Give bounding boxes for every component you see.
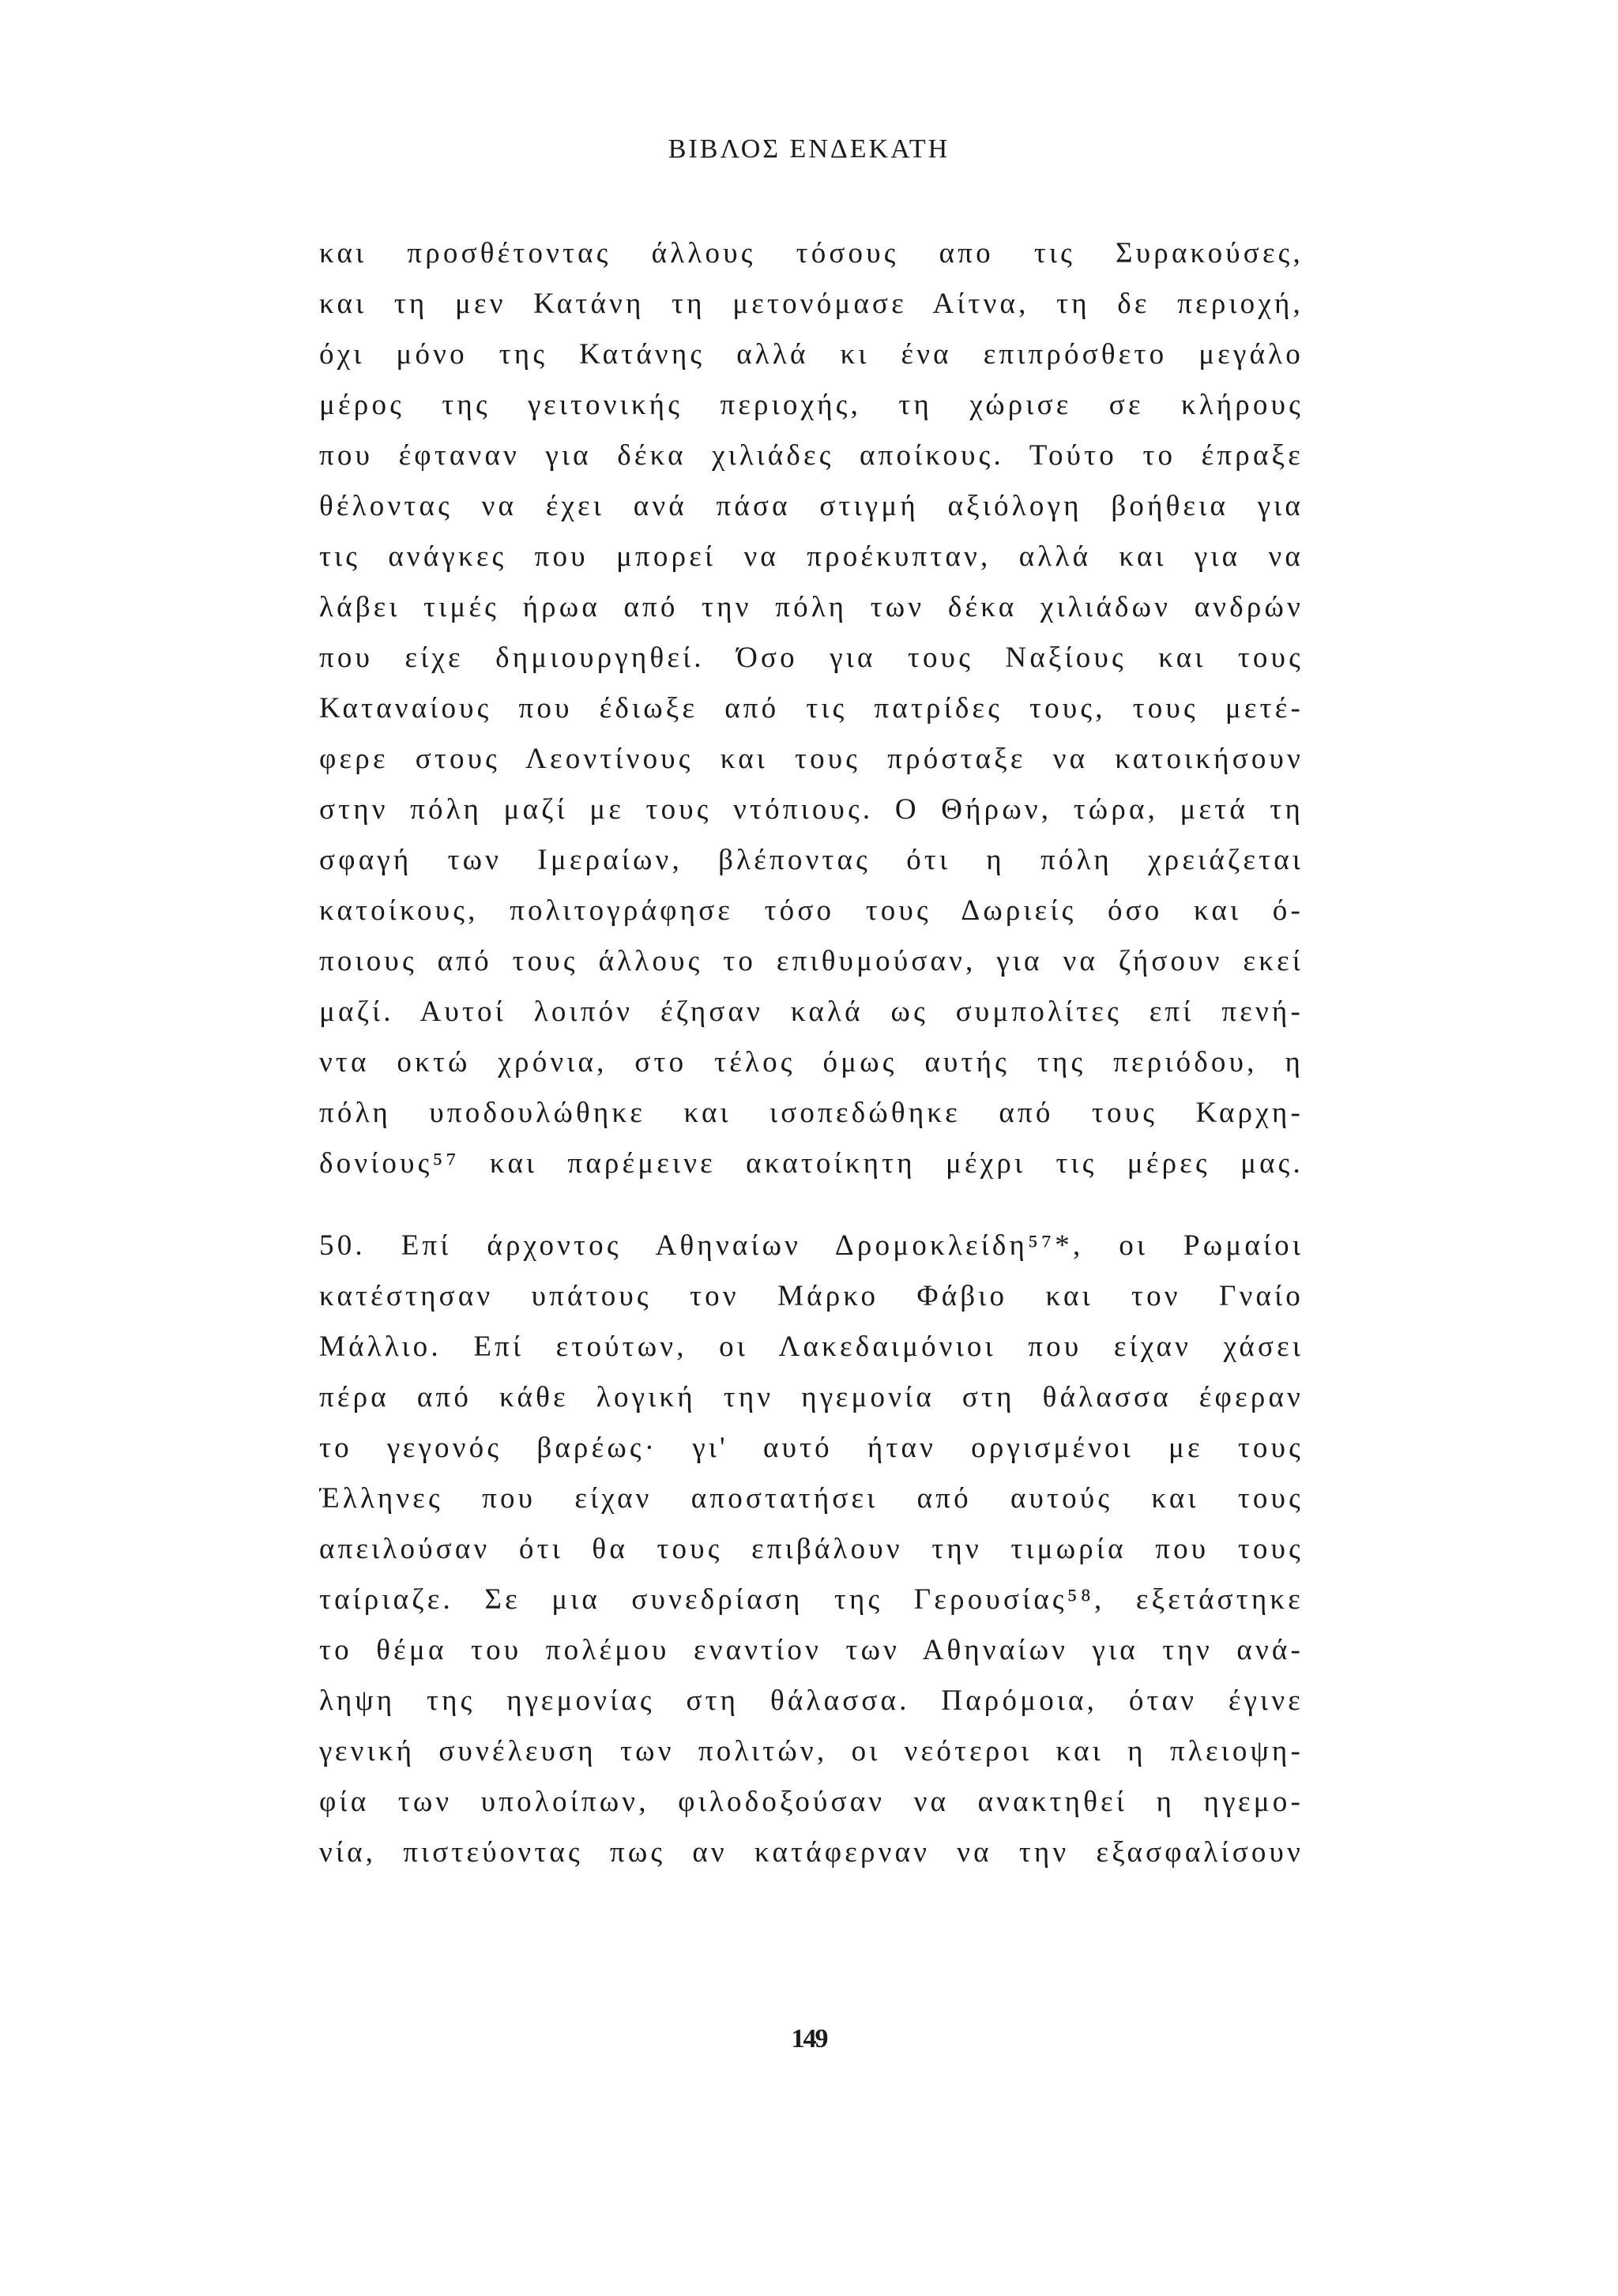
text-line: ταίριαζε. Σε μια συνεδρίαση της Γερουσίας⁵⁸, εξετάστηκε [319, 1583, 1304, 1616]
paragraph-2 [319, 1221, 1304, 1878]
text-line: ντα οκτώ χρόνια, στο τέλος όμως αυτής της περιόδου, η [319, 1046, 1304, 1078]
text-line: δονίους⁵⁷ και παρέμεινε ακατοίκητη μέχρι τις μέρες μας. [319, 1147, 1304, 1180]
text-line: μέρος της γειτονικής περιοχής, τη χώρισε σε κλήρους [319, 389, 1304, 421]
running-head: ΒΙΒΛΟΣ ΕΝΔΕΚΑΤΗ [668, 134, 950, 164]
text-line: ληψη της ηγεμονίας στη θάλασσα. Παρόμοια, όταν έγινε [319, 1684, 1304, 1717]
text-line: πέρα από κάθε λογική την ηγεμονία στη θάλασσα έφεραν [319, 1381, 1304, 1413]
text-line: κατοίκους, πολιτογράφησε τόσο τους Δωριείς όσο και ό- [319, 894, 1304, 927]
text-line: τις ανάγκες που μπορεί να προέκυπταν, αλλά και για να [319, 540, 1304, 573]
text-line: απειλούσαν ότι θα τους επιβάλουν την τιμωρία που τους [319, 1533, 1304, 1565]
text-line: νία, πιστεύοντας πως αν κατάφερναν να την εξασφαλίσουν [319, 1836, 1304, 1869]
text-line: που είχε δημιουργηθεί. Όσο για τους Ναξίους και τους [319, 642, 1304, 674]
text-line: το γεγονός βαρέως· γι' αυτό ήταν οργισμένοι με τους [319, 1432, 1304, 1464]
text-line: ποιους από τους άλλους το επιθυμούσαν, για να ζήσουν εκεί [319, 945, 1304, 977]
text-line: φερε στους Λεοντίνους και τους πρόσταξε να κατοικήσουν [319, 743, 1304, 775]
text-line: σφαγή των Ιμεραίων, βλέποντας ότι η πόλη χρειάζεται [319, 844, 1304, 876]
text-line: και τη μεν Κατάνη τη μετονόμασε Αίτνα, τη δε περιοχή, [319, 288, 1304, 320]
text-line: 50. Επί άρχοντος Αθηναίων Δρομοκλείδη⁵⁷*, οι Ρωμαίοι [319, 1229, 1304, 1262]
text-line: που έφταναν για δέκα χιλιάδες αποίκους. Τούτο το έπραξε [319, 439, 1304, 472]
text-line: όχι μόνο της Κατάνης αλλά κι ένα επιπρόσθετο μεγάλο [319, 338, 1304, 371]
page-number: 149 [791, 2024, 827, 2053]
text-line: το θέμα του πολέμου εναντίον των Αθηναίων για την ανά- [319, 1634, 1304, 1666]
text-line: μαζί. Αυτοί λοιπόν έζησαν καλά ως συμπολίτες επί πενή- [319, 996, 1304, 1028]
text-line: γενική συνέλευση των πολιτών, οι νεότεροι και η πλειοψη- [319, 1735, 1304, 1767]
text-line: και προσθέτοντας άλλους τόσους απο τις Συρακούσες, [319, 237, 1304, 269]
text-line: πόλη υποδουλώθηκε και ισοπεδώθηκε από τους Καρχη- [319, 1097, 1304, 1129]
paragraph-1 [319, 228, 1304, 1189]
text-line: Μάλλιο. Επί ετούτων, οι Λακεδαιμόνιοι που είχαν χάσει [319, 1331, 1304, 1363]
text-line: Έλληνες που είχαν αποστατήσει από αυτούς και τους [319, 1482, 1304, 1515]
text-line: κατέστησαν υπάτους τον Μάρκο Φάβιο και τον Γναίο [319, 1280, 1304, 1312]
text-line: φία των υπολοίπων, φιλοδοξούσαν να ανακτηθεί η ηγεμο- [319, 1786, 1304, 1818]
text-line: στην πόλη μαζί με τους ντόπιους. Ο Θήρων, τώρα, μετά τη [319, 793, 1304, 826]
text-line: θέλοντας να έχει ανά πάσα στιγμή αξιόλογη βοήθεια για [319, 490, 1304, 522]
text-line: Καταναίους που έδιωξε από τις πατρίδες τους, τους μετέ- [319, 692, 1304, 725]
text-line: λάβει τιμές ήρωα από την πόλη των δέκα χιλιάδων ανδρών [319, 591, 1304, 623]
